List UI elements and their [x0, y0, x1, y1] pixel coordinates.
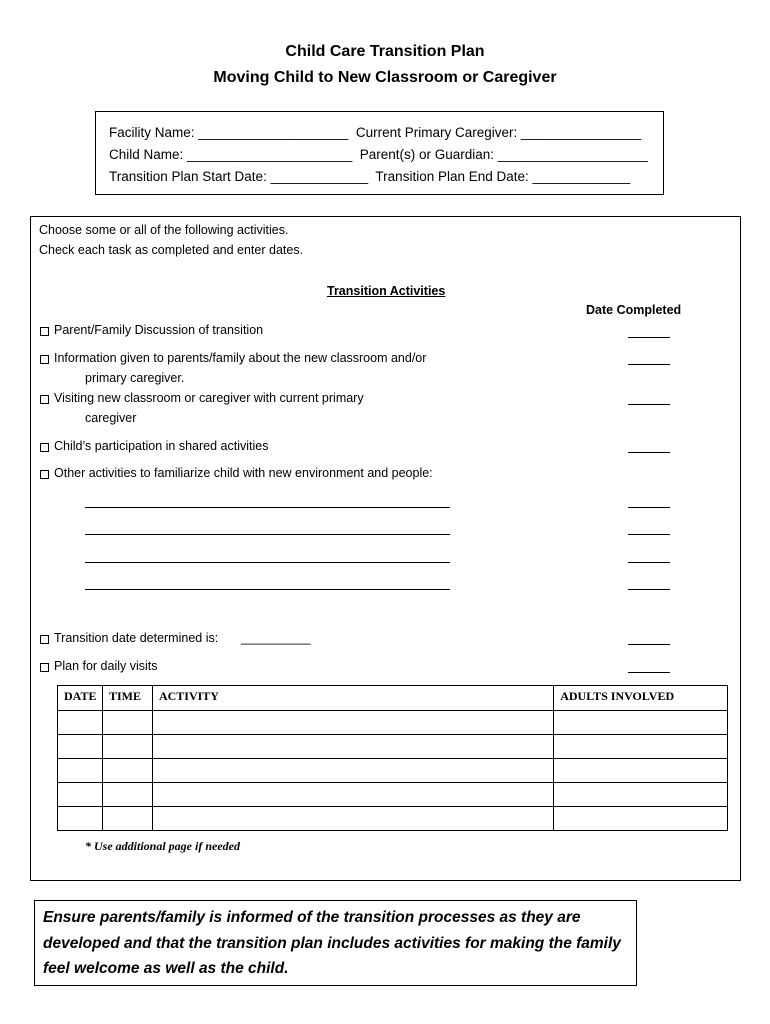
- cell-date[interactable]: [58, 711, 103, 735]
- date-blank-discussion[interactable]: [628, 337, 670, 338]
- cell-activity[interactable]: [152, 711, 553, 735]
- intro-line-1: Choose some or all of the following activities.: [39, 223, 289, 237]
- other-activity-line[interactable]: [85, 534, 450, 535]
- cell-adults[interactable]: [554, 735, 728, 759]
- cell-adults[interactable]: [554, 807, 728, 831]
- activity-transition-date: Transition date determined is:: [54, 631, 219, 645]
- daily-visits-table: [57, 685, 728, 831]
- activity-daily-visits: Plan for daily visits: [54, 659, 158, 673]
- activity-shared: Child’s participation in shared activities: [54, 439, 269, 453]
- date-blank-transition-date[interactable]: [628, 644, 670, 645]
- cell-date[interactable]: [58, 783, 103, 807]
- date-blank-shared[interactable]: [628, 452, 670, 453]
- activity-information-line1: Information given to parents/family about the new classroom and/or: [54, 351, 427, 365]
- cell-time[interactable]: [102, 807, 152, 831]
- cell-date[interactable]: [58, 759, 103, 783]
- table-row: [58, 759, 728, 783]
- checkbox-information[interactable]: [40, 355, 49, 364]
- header-time: TIME: [102, 686, 152, 711]
- table-row: [58, 783, 728, 807]
- date-blank-daily-visits[interactable]: [628, 672, 670, 673]
- info-line-child[interactable]: Child Name: ______________________ Parent(s) or Guardian: ____________________: [109, 147, 648, 162]
- info-line-facility[interactable]: Facility Name: ____________________ Current Primary Caregiver: ________________: [109, 125, 642, 140]
- cell-activity[interactable]: [152, 783, 553, 807]
- info-box: [95, 111, 664, 195]
- date-blank-other-4[interactable]: [628, 589, 670, 590]
- checkbox-discussion[interactable]: [40, 327, 49, 336]
- checkbox-visiting[interactable]: [40, 395, 49, 404]
- intro-line-2: Check each task as completed and enter dates.: [39, 243, 304, 257]
- ensure-callout: Ensure parents/family is informed of the transition processes as they are developed and that the transition plan includes activities for making the family feel welcome as well as the child.: [34, 900, 637, 986]
- header-adults-involved: ADULTS INVOLVED: [554, 686, 728, 711]
- cell-activity[interactable]: [152, 735, 553, 759]
- checkbox-shared[interactable]: [40, 443, 49, 452]
- activity-discussion: Parent/Family Discussion of transition: [54, 323, 264, 337]
- activity-visiting-line2: caregiver: [85, 411, 137, 425]
- page-subtitle: Moving Child to New Classroom or Caregiver: [213, 69, 557, 86]
- date-completed-label: Date Completed: [586, 303, 682, 317]
- header-date: DATE: [58, 686, 103, 711]
- date-blank-other-3[interactable]: [628, 562, 670, 563]
- info-line-dates[interactable]: Transition Plan Start Date: _____________ Transition Plan End Date: _____________: [109, 169, 631, 184]
- cell-time[interactable]: [102, 711, 152, 735]
- checkbox-daily-visits[interactable]: [40, 663, 49, 672]
- date-blank-visiting[interactable]: [628, 404, 670, 405]
- activity-information-line2: primary caregiver.: [85, 371, 185, 385]
- checkbox-transition-date[interactable]: [40, 635, 49, 644]
- cell-date[interactable]: [58, 807, 103, 831]
- table-header-row: [58, 686, 728, 711]
- transition-date-blank[interactable]: __________: [241, 631, 311, 645]
- table-note: * Use additional page if needed: [85, 839, 240, 853]
- cell-adults[interactable]: [554, 759, 728, 783]
- other-activity-line[interactable]: [85, 589, 450, 590]
- section-heading: Transition Activities: [327, 284, 446, 298]
- header-activity: ACTIVITY: [152, 686, 553, 711]
- checkbox-other[interactable]: [40, 470, 49, 479]
- cell-time[interactable]: [102, 735, 152, 759]
- cell-adults[interactable]: [554, 711, 728, 735]
- cell-adults[interactable]: [554, 783, 728, 807]
- activity-visiting-line1: Visiting new classroom or caregiver with current primary: [54, 391, 364, 405]
- other-activity-line[interactable]: [85, 507, 450, 508]
- table-row: [58, 735, 728, 759]
- date-blank-information[interactable]: [628, 364, 670, 365]
- page-title: Child Care Transition Plan: [285, 43, 485, 60]
- date-blank-other-2[interactable]: [628, 534, 670, 535]
- cell-activity[interactable]: [152, 759, 553, 783]
- cell-time[interactable]: [102, 783, 152, 807]
- cell-date[interactable]: [58, 735, 103, 759]
- other-activity-line[interactable]: [85, 562, 450, 563]
- table-row: [58, 807, 728, 831]
- cell-time[interactable]: [102, 759, 152, 783]
- cell-activity[interactable]: [152, 807, 553, 831]
- table-row: [58, 711, 728, 735]
- activity-other: Other activities to familiarize child with new environment and people:: [54, 466, 433, 480]
- date-blank-other-1[interactable]: [628, 507, 670, 508]
